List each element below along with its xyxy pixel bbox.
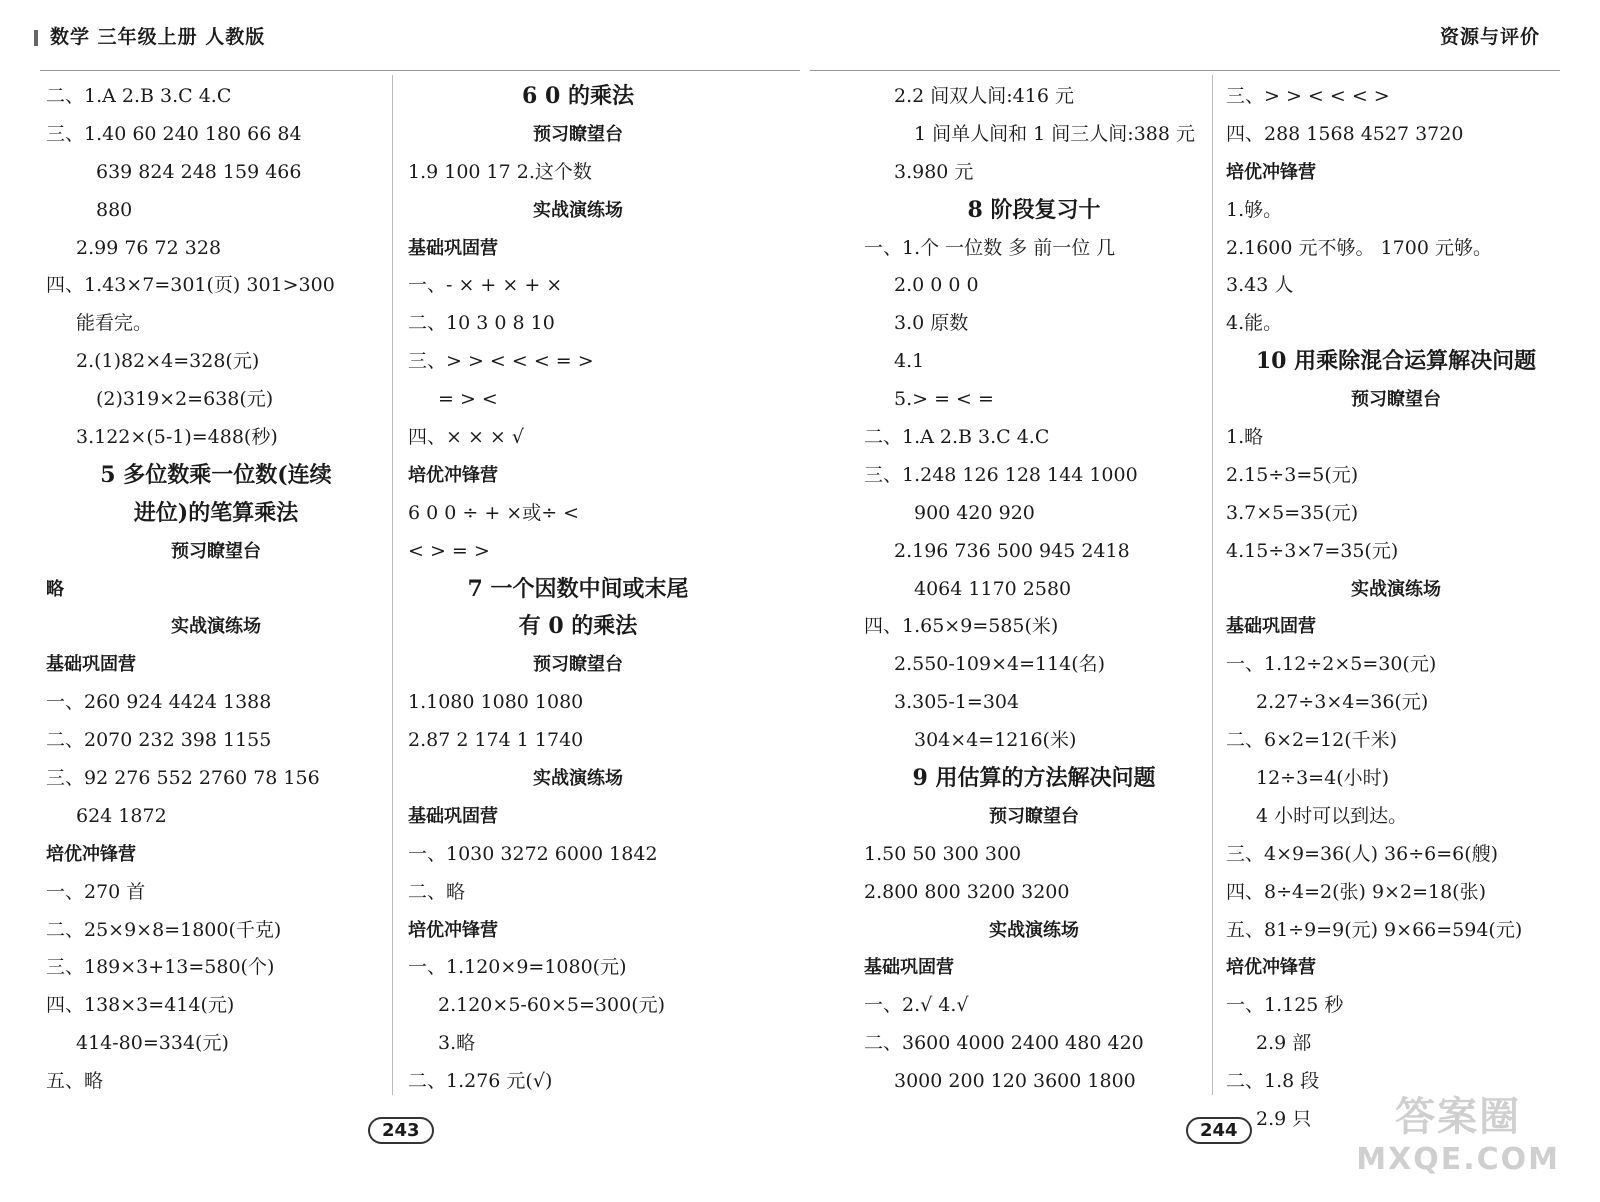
section-heading: 培优冲锋营 (408, 464, 498, 486)
answer-line: 304×4=1216(米) (914, 729, 1077, 752)
section-title: 有 0 的乘法 (518, 613, 638, 640)
answer-line: 3.980 元 (894, 160, 974, 183)
answer-line: 880 (96, 198, 133, 221)
answer-line: 能看完。 (76, 312, 153, 335)
answer-line: 二、1.276 元(√) (408, 1070, 553, 1093)
section-title: 6 0 的乘法 (522, 83, 634, 109)
section-heading: 实战演练场 (989, 919, 1079, 941)
answer-line: 2.99 76 72 328 (76, 236, 222, 259)
answer-line: 6 0 0 ÷ + ×或÷ < (408, 501, 580, 524)
section-heading: 预习瞭望台 (533, 654, 623, 676)
answer-line: 12÷3=4(小时) (1256, 767, 1390, 790)
answer-line: 2.27÷3×4=36(元) (1256, 691, 1429, 714)
watermark-top: 答案圈 (1395, 1094, 1522, 1140)
answer-column-2 (408, 78, 748, 1101)
answer-line: 二、2070 232 398 1155 (46, 729, 272, 752)
answer-line: 3.305-1=304 (894, 691, 1020, 714)
answer-line: 1.9 100 17 2.这个数 (408, 160, 592, 183)
section-heading: 实战演练场 (1351, 578, 1441, 600)
answer-line: 二、1.A 2.B 3.C 4.C (864, 426, 1050, 449)
answer-line: 二、25×9×8=1800(千克) (46, 918, 282, 941)
answer-line: 二、3600 4000 2400 480 420 (864, 1032, 1144, 1055)
answer-line: 二、10 3 0 8 10 (408, 312, 555, 335)
section-title: 5 多位数乘一位数(连续 (100, 461, 332, 488)
answer-line: 5.> = < = (894, 388, 994, 411)
section-heading: 预习瞭望台 (171, 540, 261, 562)
answer-line: 一、270 首 (46, 880, 146, 903)
answer-line: 四、× × × √ (408, 426, 524, 449)
answer-line: 一、1.125 秒 (1226, 994, 1344, 1017)
answer-line: 一、1030 3272 6000 1842 (408, 842, 658, 865)
answer-line: 3.43 人 (1226, 274, 1294, 297)
answer-line: 二、1.A 2.B 3.C 4.C (46, 85, 232, 107)
answer-line: 2.87 2 174 1 1740 (408, 729, 584, 752)
answer-line: 三、1.40 60 240 180 66 84 (46, 122, 302, 145)
answer-line: 三、> > < < < = > (408, 350, 594, 373)
watermark (1356, 1085, 1560, 1177)
answer-line: 一、- × + × + × (408, 274, 563, 297)
answer-line: 624 1872 (76, 804, 167, 827)
answer-line: 一、260 924 4424 1388 (46, 691, 272, 714)
answer-line: 2.550-109×4=114(名) (894, 653, 1106, 676)
answer-column-3 (864, 78, 1204, 1101)
section-title: 7 一个因数中间或末尾 (467, 575, 689, 602)
answer-line: 2.800 800 3200 3200 (864, 880, 1070, 903)
answer-line: 2.2 间双人间:416 元 (894, 85, 1074, 107)
section-heading: 基础巩固营 (864, 957, 954, 979)
answer-line: 2.120×5-60×5=300(元) (438, 994, 666, 1017)
answer-line: 3.略 (438, 1032, 476, 1055)
answer-line: 4 小时可以到达。 (1256, 804, 1408, 827)
answer-line: 3.7×5=35(元) (1226, 501, 1359, 524)
section-heading: 培优冲锋营 (408, 919, 498, 941)
section-heading: 培优冲锋营 (1226, 161, 1316, 183)
answer-line: 2.15÷3=5(元) (1226, 463, 1359, 486)
page-number-left: 243 (368, 1117, 434, 1144)
page-number-right: 244 (1186, 1117, 1252, 1144)
answer-line: 一、1.12÷2×5=30(元) (1226, 653, 1437, 676)
answer-line: 二、1.8 段 (1226, 1070, 1320, 1093)
section-heading: 基础巩固营 (1226, 616, 1316, 638)
answer-column-4 (1226, 78, 1566, 1139)
header-right-title: 资源与评价 (1439, 26, 1540, 48)
answer-line: 五、略 (46, 1070, 104, 1093)
answer-line: 四、138×3=414(元) (46, 994, 235, 1017)
answer-line: 4.能。 (1226, 312, 1283, 335)
answer-line: 四、1.65×9=585(米) (864, 615, 1059, 638)
section-heading: 实战演练场 (533, 768, 623, 790)
header-rule-right (810, 70, 1560, 71)
answer-line: 2.196 736 500 945 2418 (894, 539, 1130, 562)
section-heading: 基础巩固营 (408, 237, 498, 259)
answer-line: 4064 1170 2580 (914, 577, 1072, 600)
answer-line: 一、1.120×9=1080(元) (408, 956, 627, 979)
section-heading: 预习瞭望台 (989, 805, 1079, 827)
section-heading: 实战演练场 (171, 616, 261, 638)
answer-line: (2)319×2=638(元) (96, 388, 274, 411)
answer-line: 4.15÷3×7=35(元) (1226, 539, 1399, 562)
header-rule-left (40, 70, 800, 71)
answer-line: 2.9 部 (1256, 1032, 1312, 1055)
answer-line: 二、6×2=12(千米) (1226, 729, 1398, 752)
section-title: 9 用估算的方法解决问题 (912, 765, 1156, 792)
answer-line: 四、288 1568 4527 3720 (1226, 122, 1464, 145)
section-title: 8 阶段复习十 (967, 196, 1101, 223)
answer-line: 1 间单人间和 1 间三人间:388 元 (914, 122, 1196, 145)
answer-line: 414-80=334(元) (76, 1032, 229, 1055)
answer-line: 三、> > < < < > (1226, 85, 1390, 107)
section-title: 10 用乘除混合运算解决问题 (1255, 348, 1537, 375)
answer-line: 2.1600 元不够。 1700 元够。 (1226, 236, 1492, 259)
answer-line: 四、8÷4=2(张) 9×2=18(张) (1226, 880, 1486, 903)
answer-line: 1.略 (1226, 426, 1264, 449)
watermark-bottom: MXQE.COM (1356, 1142, 1560, 1177)
section-heading: 预习瞭望台 (533, 123, 623, 145)
answer-column-1 (46, 78, 386, 1101)
answer-line: 一、2.√ 4.√ (864, 994, 969, 1017)
answer-line: 2.9 只 (1256, 1108, 1312, 1131)
section-title: 进位)的笔算乘法 (133, 499, 299, 526)
answer-line: 1.50 50 300 300 (864, 842, 1022, 865)
section-heading: 实战演练场 (533, 199, 623, 221)
header-left-title: 数学 三年级上册 人教版 (50, 26, 266, 48)
section-heading: 培优冲锋营 (1226, 957, 1316, 979)
section-heading: 略 (46, 578, 64, 600)
column-divider (1212, 75, 1213, 1095)
answer-line: 2.0 0 0 0 (894, 274, 979, 297)
answer-line: < > = > (408, 539, 490, 562)
answer-line: 1.够。 (1226, 198, 1283, 221)
answer-line: 四、1.43×7=301(页) 301>300 (46, 274, 335, 297)
section-heading: 基础巩固营 (46, 654, 136, 676)
answer-line: 三、189×3+13=580(个) (46, 956, 275, 979)
section-heading: 基础巩固营 (408, 805, 498, 827)
section-heading: 预习瞭望台 (1351, 389, 1441, 411)
answer-line: 1.1080 1080 1080 (408, 691, 584, 714)
answer-line: 2.(1)82×4=328(元) (76, 350, 260, 373)
answer-line: 639 824 248 159 466 (96, 160, 302, 183)
answer-line: 二、略 (408, 880, 466, 903)
answer-line: 三、92 276 552 2760 78 156 (46, 767, 320, 790)
column-divider (392, 75, 393, 1095)
header-marker (34, 30, 38, 46)
answer-line: 3000 200 120 3600 1800 (894, 1070, 1136, 1093)
answer-line: 三、1.248 126 128 144 1000 (864, 463, 1138, 486)
answer-line: 一、1.个 一位数 多 前一位 几 (864, 236, 1116, 259)
answer-line: 3.122×(5-1)=488(秒) (76, 426, 278, 449)
section-heading: 培优冲锋营 (46, 843, 136, 865)
answer-line: 3.0 原数 (894, 312, 969, 335)
answer-line: 4.1 (894, 350, 925, 373)
answer-line: 900 420 920 (914, 501, 1035, 524)
answer-line: 三、4×9=36(人) 36÷6=6(艘) (1226, 842, 1499, 865)
answer-line: = > < (438, 388, 498, 411)
answer-line: 五、81÷9=9(元) 9×66=594(元) (1226, 918, 1523, 941)
